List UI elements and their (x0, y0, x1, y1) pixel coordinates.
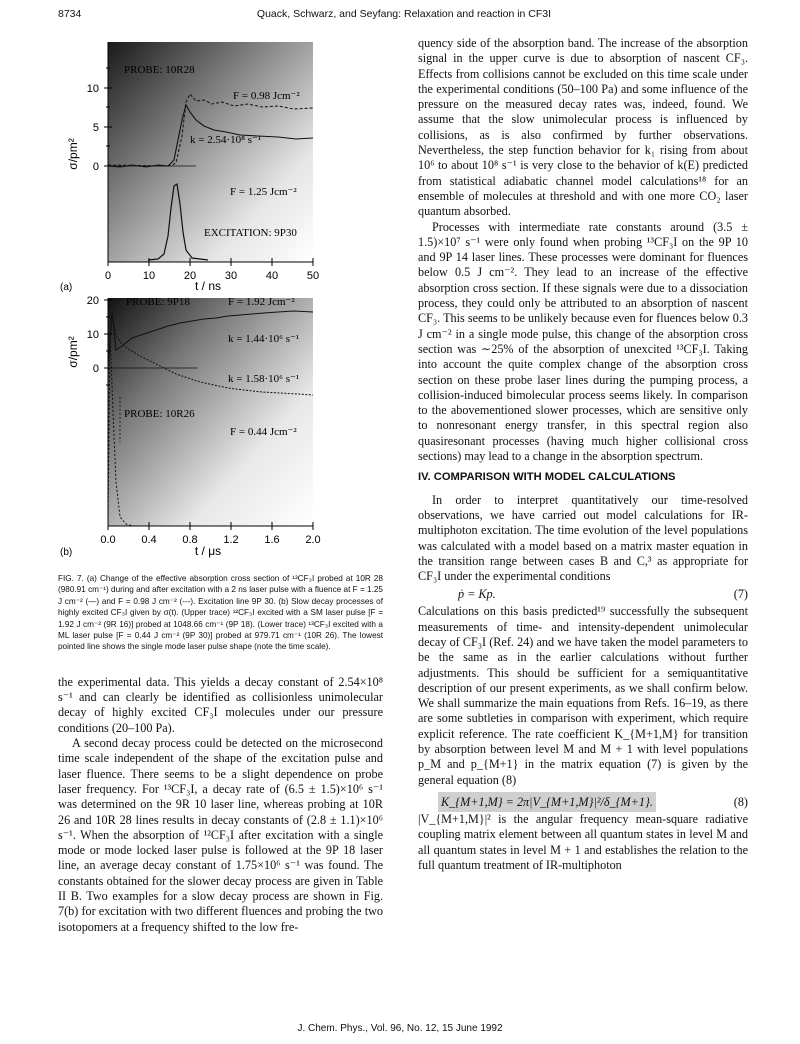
x-tick-label: 30 (224, 270, 238, 282)
y-tick-label: 0 (92, 161, 99, 173)
figure-7b (58, 292, 383, 567)
rate-upper-label: k = 1.44·10⁶ s⁻¹ (228, 333, 300, 345)
x-tick-label: 0 (104, 270, 112, 282)
y-tick-label: 20 (86, 295, 99, 307)
panel-label: (a) (60, 282, 73, 293)
rate-constant-label: k = 2.54·10⁸ s⁻¹ (190, 134, 262, 146)
x-axis-label: t / ns (194, 279, 222, 293)
x-tick-label: 10 (142, 270, 156, 282)
page-number: 8734 (58, 8, 82, 20)
y-tick-label: 0 (92, 363, 99, 375)
x-tick-label: 1.2 (223, 534, 239, 546)
x-tick-label: 1.6 (264, 534, 280, 546)
fluence-upper-label: F = 1.92 Jcm⁻² (228, 296, 295, 308)
fluence-low-label: F = 1.25 Jcm⁻² (230, 186, 297, 198)
x-tick-label: 2.0 (305, 534, 321, 546)
body-paragraph: In order to interpret quantitatively our time-resolved observations, we have carried out model calculations for IR-multiphoton excitation. The time evolution of the level populations was calculated with a model based on a matrix master equation in the transition range between cases B and C,³ as appropriate for CF₃I under the experimental conditions (418, 492, 748, 584)
fluence-high-label: F = 0.98 Jcm⁻² (233, 90, 300, 102)
body-paragraph: quency side of the absorption band. The increase of the absorption signal in the upper curve is due to absorption of nascent CF₃. Effects from collisions cannot be excluded on this time scale under the experimental conditions (50–100 Pa) and some influence of the pressure on the measured decay rates was, indeed, found. We assume that the slow unimolecular process is influenced by collisions, as is also confirmed by further observations. Nevertheless, the step function behavior for k₁ rising from about 10⁶ to about 10⁸ s⁻¹ is very close to the behavior of k(E) predicted from statistical adiabatic channel model calculations¹⁸ for an ensemble of molecules at threshold and with one more CO₂ laser quantum absorbed. (418, 36, 748, 219)
equation-7 (418, 584, 748, 604)
body-paragraph: the experimental data. This yields a decay constant of 2.54×10⁸ s⁻¹ and can clearly be identified as collisionless unimolecular decay of highly excited CF₃I molecules under our pressure conditions (20–100 Pa). (58, 674, 383, 735)
y-tick-label: 10 (86, 83, 99, 95)
equation-8 (418, 792, 748, 812)
body-paragraph: Processes with intermediate rate constants around (3.5 ± 1.5)×10⁷ s⁻¹ were only found when probing ¹³CF₃I on the 9P 10 and 9P 14 laser lines. These processes were dominant for fluences below 0.5 J cm⁻². They lead to an increase of the effective absorption cross section. If these signals were due to a dissociation process, they could only be attributed to an absorption of nascent CF₃. This seems to be unlikely because even for fluences below 0.3 J cm⁻² in a single mode pulse, this change of the absorption cross section was ∼25% of the absorption of unexcited ¹³CF₃I. Taking into account the quite complex change of the absorption cross section on these probe laser lines during the pumping process, a collision-induced bimolecular process seems likely. In comparison to the abovementioned slower processes, which are sensitive only to nonresonant energy transfer, in this spectral region also quasiresonant processes (having much higher collisional cross sections) may lead to a change in the absorption spectrum. (418, 219, 748, 464)
rate-lower-label: k = 1.58·10⁶ s⁻¹ (228, 373, 300, 385)
x-tick-label: 50 (306, 270, 320, 282)
y-tick-label: 10 (86, 329, 99, 341)
equation-7-body: ṗ = Kp. (458, 587, 496, 602)
y-axis-label: σ/pm² (66, 336, 80, 368)
excitation-label: EXCITATION: 9P30 (204, 227, 297, 239)
probe-upper-label: PROBE: 9P18 (126, 296, 190, 308)
running-title: Quack, Schwarz, and Seyfang: Relaxation and reaction in CF3I (256, 8, 552, 20)
x-tick-label: 20 (183, 270, 197, 282)
page-header (58, 8, 750, 24)
x-tick-label: 40 (265, 270, 279, 282)
x-axis-label: t / μs (194, 544, 222, 558)
body-paragraph: Calculations on this basis predicted¹⁹ successfully the subsequent measurements of time- and intensity-dependent unimolecular decay of CF₃I (Ref. 24) and we have taken the model parameters to be the same as in the earlier calculations without further adjustments. This should be sufficient for a semiquantitative description of our present experiments, as we shall confirm below. We shall summarize the main equations from Refs. 16–19, as there are some subtleties in comparison with experiment, which require explicit reference. The rate coefficient K_{M+1,M} for transition by absorption between level M and M + 1 with level populations p_M and p_{M+1} in the matrix equation (7) is given by the general equation (8) (418, 604, 748, 787)
figure-7a (58, 36, 383, 293)
equation-8-body: K_{M+1,M} = 2π|V_{M+1,M}|²/δ_{M+1}. (438, 792, 656, 812)
x-tick-label: 0.8 (182, 534, 198, 546)
x-tick-label: 0.0 (100, 534, 116, 546)
x-tick-label: 0.4 (141, 534, 157, 546)
equation-8-number: (8) (733, 794, 748, 809)
page-footer: J. Chem. Phys., Vol. 96, No. 12, 15 June 1992 (297, 1023, 503, 1034)
fluence-lower-label: F = 0.44 Jcm⁻² (230, 426, 297, 438)
body-paragraph: A second decay process could be detected on the microsecond time scale independent of the shape of the excitation pulse and laser fluence. There seems to be a slight dependence on probe laser frequency. For ¹³CF₃I, a decay rate of (6.5 ± 1.5)×10⁶ s⁻¹ was determined on the 9R 10 laser line, whereas probing at 10R 26 and 10R 28 lines results in decay constants of (2.8 ± 1.1)×10⁶ s⁻¹. When the absorption of ¹²CF₃I after excitation with a single mode or mode locked laser pulse is followed at the 9P 18 laser line, an average decay constant of 1.75×10⁶ s⁻¹ was found. The constants obtained for the slower decay process are given in Table II B. Two examples for a slow decay process are shown in Fig. 7(b) for excitation with two different fluences and probing the two isotopomers at a frequency shifted to the low fre- (58, 736, 383, 934)
probe-label: PROBE: 10R28 (124, 64, 195, 76)
figure-caption: FIG. 7. (a) Change of the effective absorption cross section of ¹³CF₃I probed at 10R 28 (980.91 cm⁻¹) during and after excitation with a 2 ns laser pulse with a fluence at F = 1.25 J cm⁻² (—) and F = 0.98 J cm⁻² (---). Excitation line 9P 30. (b) Slow decay processes of highly excited CF₃I given by σ(t). (Upper trace) ¹²CF₃I excited with a SM laser pulse [F = 1.92 J cm⁻² (9R 16)] probed at 1048.66 cm⁻¹ (9P 18). (Lower trace) ¹³CF₃I excited with a ML laser pulse [F = 0.44 J cm⁻² (9P 30)] probed at 979.71 cm⁻¹ (10R 26). The lowest pointed line shows the single mode laser pulse shape (note the time scale). (58, 574, 383, 652)
panel-label: (b) (60, 547, 73, 558)
section-heading: IV. COMPARISON WITH MODEL CALCULATIONS (418, 471, 676, 484)
right-column (418, 36, 748, 873)
equation-7-number: (7) (733, 587, 748, 602)
y-tick-label: 5 (92, 122, 99, 134)
body-paragraph: |V_{M+1,M}|² is the angular frequency mean-square radiative coupling matrix element between all quantum states in level M and all quantum states in level M + 1 and establishes the relation to the full quantum treatment of IR-multiphoton (418, 811, 748, 872)
y-axis-label: σ/pm² (66, 138, 80, 170)
left-column (58, 36, 383, 935)
probe-lower-label: PROBE: 10R26 (124, 408, 195, 420)
